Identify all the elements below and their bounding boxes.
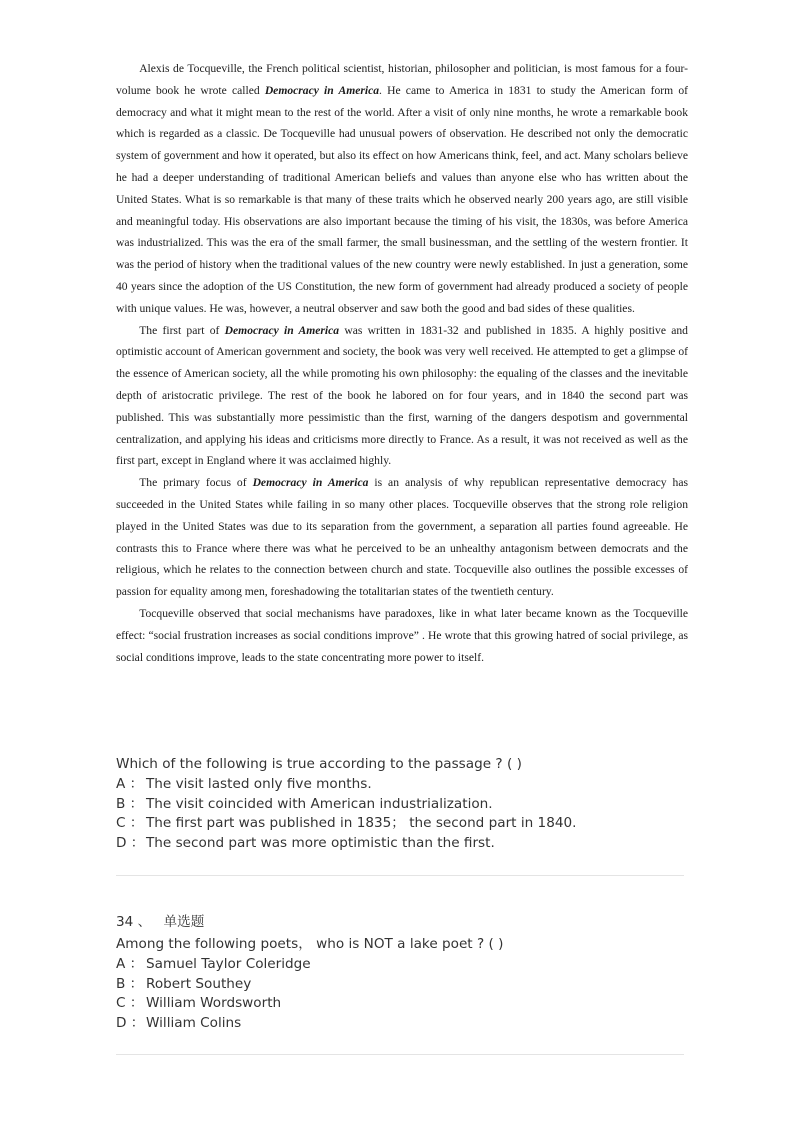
option-d[interactable] xyxy=(116,834,576,854)
option-letter: A ： xyxy=(116,955,144,972)
option-c[interactable] xyxy=(116,994,503,1014)
option-text: The second part was more optimistic than the first. xyxy=(146,835,495,852)
option-b[interactable] xyxy=(116,795,576,815)
option-text: Samuel Taylor Coleridge xyxy=(146,955,311,972)
option-letter: B ： xyxy=(116,975,144,992)
passage-paragraph-1: Alexis de Tocqueville, the French political scientist, historian, philosopher and politician, is most famous for a four-volume book he wrote called Democracy in America. He came to America in 1831 to study the American form of democracy and what it might mean to the rest of the world. After a visit of only nine months, he wrote a remarkable book which is regarded as a classic. De Tocqueville had unusual powers of observation. He described not only the democratic system of government and how it operated, but also its effect on how Americans think, feel, and act. Many scholars believe he had a deeper understanding of traditional American beliefs and values than anyone else who has written about the United States. What is so remarkable is that many of these traits which he observed nearly 200 years ago, are still visible and meaningful today. His observations are also important because the timing of his visit, the 1830s, was before America was industrialized. This was the era of the small farmer, the small businessman, and the settling of the western frontier. It was the period of history when the traditional values of the new country were newly established. In just a generation, some 40 years since the adoption of the US Constitution, the new form of government had already produced a society of people with unique values. He was, however, a neutral observer and saw both the good and bad sides of these qualities. xyxy=(116,62,688,315)
question-stem: Which of the following is true according to the passage ? ( ) xyxy=(116,756,522,772)
option-text: The visit coincided with American industrialization. xyxy=(146,795,493,812)
passage-image xyxy=(116,58,688,668)
option-text: Robert Southey xyxy=(146,975,252,992)
option-text: The first part was published in 1835； the second part in 1840. xyxy=(146,815,577,832)
question-header xyxy=(116,910,204,930)
passage-paragraph-2: The first part of Democracy in America was written in 1831-32 and published in 1835. A highly positive and optimistic account of American government and society, the book was very well received. He attempted to get a glimpse of the essence of American society, all the while promoting his own philosophy: the equaling of the classes and the inevitable depth of aristocratic privilege. The rest of the book he labored on for four years, and in 1840 the second part was published. This was substantially more pessimistic than the first, warning of the dangers despotism and governmental centralization, and applying his ideas and criticisms more directly to France. As a result, it was not received as well as the first part, except in England where it was acclaimed highly. xyxy=(116,323,688,468)
option-c[interactable] xyxy=(116,814,576,834)
divider xyxy=(116,875,684,876)
passage-paragraph-3: The primary focus of Democracy in America is an analysis of why republican representative democracy has succeeded in the United States while failing in so many other places. Tocqueville observes that the strong role religion played in the United States was due to its separation from the government, a separation all parties found agreeable. He contrasts this to France where there was what he perceived to be an unhealthy antagonism between democrats and the religious, which he relates to the connection between church and state. Tocqueville also outlines the possible excesses of passion for equality among men, foreshadowing the totalitarian states of the twentieth century. xyxy=(116,476,688,599)
option-letter: C ： xyxy=(116,815,144,832)
option-letter: D ： xyxy=(116,835,145,852)
question-type: 单选题 xyxy=(163,914,205,930)
question-33 xyxy=(116,755,576,854)
option-letter: A ： xyxy=(116,775,144,792)
question-number: 34 、 xyxy=(116,914,152,930)
question-stem: Among the following poets， who is NOT a lake poet ? ( ) xyxy=(116,936,504,952)
option-letter: D ： xyxy=(116,1015,145,1032)
option-text: William Wordsworth xyxy=(146,995,282,1012)
option-d[interactable] xyxy=(116,1014,503,1034)
passage-paragraph-4: Tocqueville observed that social mechanisms have paradoxes, like in what later became known as the Tocqueville effect: “social frustration increases as social conditions improve” . He wrote that this growing hatred of social privilege, as social conditions improve, leads to the state concentrating more power to itself. xyxy=(116,606,688,664)
option-text: The visit lasted only five months. xyxy=(146,775,372,792)
option-letter: B ： xyxy=(116,795,144,812)
option-b[interactable] xyxy=(116,975,503,995)
option-letter: C ： xyxy=(116,995,144,1012)
divider xyxy=(116,1054,684,1055)
option-text: William Colins xyxy=(146,1015,242,1032)
question-34 xyxy=(116,935,503,1034)
option-a[interactable] xyxy=(116,955,503,975)
option-a[interactable] xyxy=(116,775,576,795)
